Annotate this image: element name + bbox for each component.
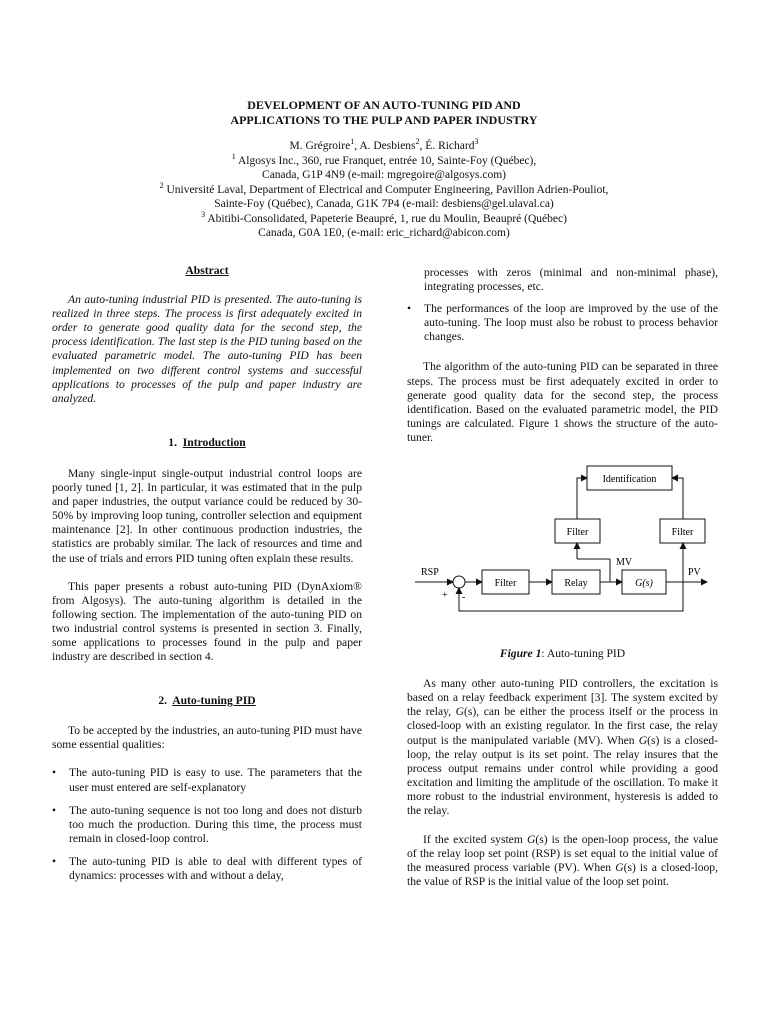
relay-paragraph-part-3: is a closed-loop, the relay output is its set point. The relay insures that the process output remains under control while providing a good excitation and limiting the amplitude of the oscillation. To make it more robust to the industrial environment, hysteresis is added to the relay. bbox=[407, 733, 718, 817]
abstract-heading-text: Abstract bbox=[185, 264, 229, 277]
section-2-heading bbox=[52, 694, 362, 708]
author-1: M. Grégroire bbox=[289, 140, 351, 152]
author-2: , A. Desbiens bbox=[354, 140, 416, 152]
list-item-text: The auto-tuning sequence is not too long and does not disturb too much the production. During this time, the process must remain in closed-loop control. bbox=[69, 803, 362, 845]
aff-3-sup: 3 bbox=[201, 209, 206, 219]
block-diagram-svg bbox=[407, 461, 718, 641]
bullet-icon: • bbox=[52, 854, 57, 868]
aff-2-line-1: Université Laval, Department of Electrical and Computer Engineering, Pavillon Adrien-Pouliot, bbox=[163, 183, 609, 196]
arrow-filter-right-to-identification bbox=[672, 478, 683, 519]
list-continuation: processes with zeros (minimal and non-minimal phase), integrating processes, etc. bbox=[424, 266, 718, 294]
list-item bbox=[52, 766, 362, 794]
s-symbol: (s) bbox=[647, 733, 660, 747]
identification-label: Identification bbox=[602, 474, 657, 486]
paper-title-line-1: DEVELOPMENT OF AN AUTO-TUNING PID AND bbox=[247, 98, 521, 112]
affiliation-2 bbox=[0, 180, 768, 198]
plus-sign: + bbox=[442, 590, 448, 602]
list-item bbox=[52, 804, 362, 846]
rsp-paragraph bbox=[407, 833, 718, 889]
aff-2-sup: 2 bbox=[159, 180, 164, 190]
abstract-heading bbox=[52, 264, 362, 278]
rsp-label: RSP bbox=[421, 567, 439, 579]
affiliation-3 bbox=[0, 209, 768, 227]
section-1-heading bbox=[52, 436, 362, 450]
caption-text: : Auto-tuning PID bbox=[541, 647, 626, 661]
g-symbol: G bbox=[455, 705, 464, 719]
relay-paragraph bbox=[407, 677, 718, 818]
section-1-title: Introduction bbox=[182, 435, 246, 449]
section-2-paragraph-1: To be accepted by the industries, an auto-tuning PID must have some essential qualities: bbox=[52, 724, 362, 752]
arrow-filter-left-to-identification bbox=[577, 478, 587, 519]
mv-label: MV bbox=[616, 557, 633, 569]
minus-sign: - bbox=[462, 592, 466, 604]
list-item-text: The auto-tuning PID is easy to use. The parameters that the user must entered are self-explanatory bbox=[69, 766, 362, 794]
author-3: , É. Richard bbox=[419, 140, 475, 152]
figure-1-caption bbox=[407, 647, 718, 661]
s-symbol: (s) bbox=[535, 833, 548, 847]
bullet-icon: • bbox=[407, 302, 412, 316]
affiliation-1 bbox=[0, 151, 768, 169]
aff-2-line-2: Sainte-Foy (Québec), Canada, G1K 7P4 (e-mail: desbiens@gel.ulaval.ca) bbox=[214, 198, 554, 210]
aff-1-line-2: Canada, G1P 4N9 (e-mail: mgregoire@algosys.com) bbox=[262, 169, 506, 181]
author-1-sup: 1 bbox=[350, 137, 355, 147]
s-symbol: (s) bbox=[623, 861, 636, 875]
rsp-paragraph-part-1: If the excited system bbox=[423, 833, 527, 847]
aff-3-line-1: Abitibi-Consolidated, Papeterie Beaupré, 1, rue du Moulin, Beaupré (Québec) bbox=[205, 212, 567, 225]
g-symbol: G bbox=[615, 861, 624, 875]
filter-right-label: Filter bbox=[671, 527, 694, 539]
list-item bbox=[407, 302, 718, 344]
section-2-title: Auto-tuning PID bbox=[172, 694, 256, 708]
aff-3-line-2: Canada, G0A 1E0, (e-mail: eric_richard@abicon.com) bbox=[258, 227, 510, 239]
aff-1-line-1: Algosys Inc., 360, rue Franquet, entrée 10, Sainte-Foy (Québec), bbox=[235, 154, 537, 167]
author-3-sup: 3 bbox=[474, 137, 479, 147]
caption-label: Figure 1 bbox=[499, 647, 542, 661]
list-item-text: The performances of the loop are improved by the use of the auto-tuning. The loop must also be robust to process behavior changes. bbox=[424, 302, 718, 344]
paper-title-line-2: APPLICATIONS TO THE PULP AND PAPER INDUSTRY bbox=[230, 113, 538, 127]
rsp-paragraph-part-2: is the open-loop process, the value of the relay loop set point (RSP) is set equal to the initial value of the measured process variable (PV). When bbox=[407, 833, 718, 875]
pv-label: PV bbox=[688, 567, 701, 579]
author-block bbox=[0, 139, 768, 241]
figure-1-diagram bbox=[407, 461, 718, 641]
gs-label: G(s) bbox=[635, 578, 653, 590]
intro-paragraph-1: Many single-input single-output industrial control loops are poorly tuned [1, 2]. In particular, it was estimated that in the pulp and paper industries, the output variance could be reduced by 30-50% by improving loop tuning, controller selection and equipment maintenance [2]. In other continuous production industries, the statistics are probably similar. The lack of resources and time and the use of trials and errors PID tuning often explain these results. bbox=[52, 466, 362, 565]
bullet-icon: • bbox=[52, 766, 57, 780]
author-line bbox=[0, 139, 768, 154]
aff-1-sup: 1 bbox=[231, 151, 236, 161]
g-symbol: G bbox=[526, 833, 536, 847]
s-symbol: (s) bbox=[464, 705, 477, 719]
algorithm-paragraph: The algorithm of the auto-tuning PID can be separated in three steps. The process must be first adequately excited in order to generate good quality data for the second step, the process identification. Based on the evaluated parametric model, the PID tunings are calculated. Figure 1 shows the structure of the auto-tuner. bbox=[407, 360, 718, 444]
rsp-paragraph-part-3: is a closed-loop, the value of RSP is the initial value of the loop set point. bbox=[407, 861, 718, 889]
qualities-list bbox=[52, 766, 362, 883]
left-column bbox=[52, 264, 362, 883]
bullet-icon: • bbox=[52, 803, 57, 817]
paper-header bbox=[0, 98, 768, 241]
right-column bbox=[407, 266, 718, 889]
relay-paragraph-part-1: As many other auto-tuning PID controllers, the excitation is based on a relay feedback experiment [3]. The system excited by the relay, bbox=[407, 677, 718, 719]
section-1-number: 1. bbox=[168, 435, 177, 449]
intro-paragraph-2: This paper presents a robust auto-tuning PID (DynAxiom® from Algosys). The auto-tuning algorithm is detailed in the following section. The implementation of the auto-tuning PID on two industrial control systems is presented in section 3. Finally, some applications to processes found in the pulp and paper industry are described in section 4. bbox=[52, 579, 362, 664]
qualities-list-continued bbox=[407, 302, 718, 344]
author-2-sup: 2 bbox=[415, 137, 420, 147]
filter-left-label: Filter bbox=[566, 527, 589, 539]
abstract-text: An auto-tuning industrial PID is presented. The auto-tuning is realized in three steps. The process is first adequately excited in order to generate good quality data for the second step, the process identification. The last step is the PID tuning based on the evaluated parametric model. The auto-tuning PID has been implemented on two different control systems and successful applications to processes of the pulp and paper industry are analyzed. bbox=[52, 293, 362, 405]
relay-label: Relay bbox=[564, 578, 588, 590]
section-2-number: 2. bbox=[158, 694, 168, 708]
list-item-text: The auto-tuning PID is able to deal with different types of dynamics: processes with and without a delay, bbox=[69, 854, 362, 882]
g-symbol: G bbox=[638, 733, 648, 747]
relay-paragraph-part-2: , can be either the process itself or the process in closed-loop with an existing regulator. In the first case, the relay output is the manipulated variable (MV). When bbox=[407, 705, 718, 747]
list-item bbox=[52, 855, 362, 883]
filter-main-label: Filter bbox=[494, 578, 517, 590]
summing-junction bbox=[453, 576, 465, 588]
